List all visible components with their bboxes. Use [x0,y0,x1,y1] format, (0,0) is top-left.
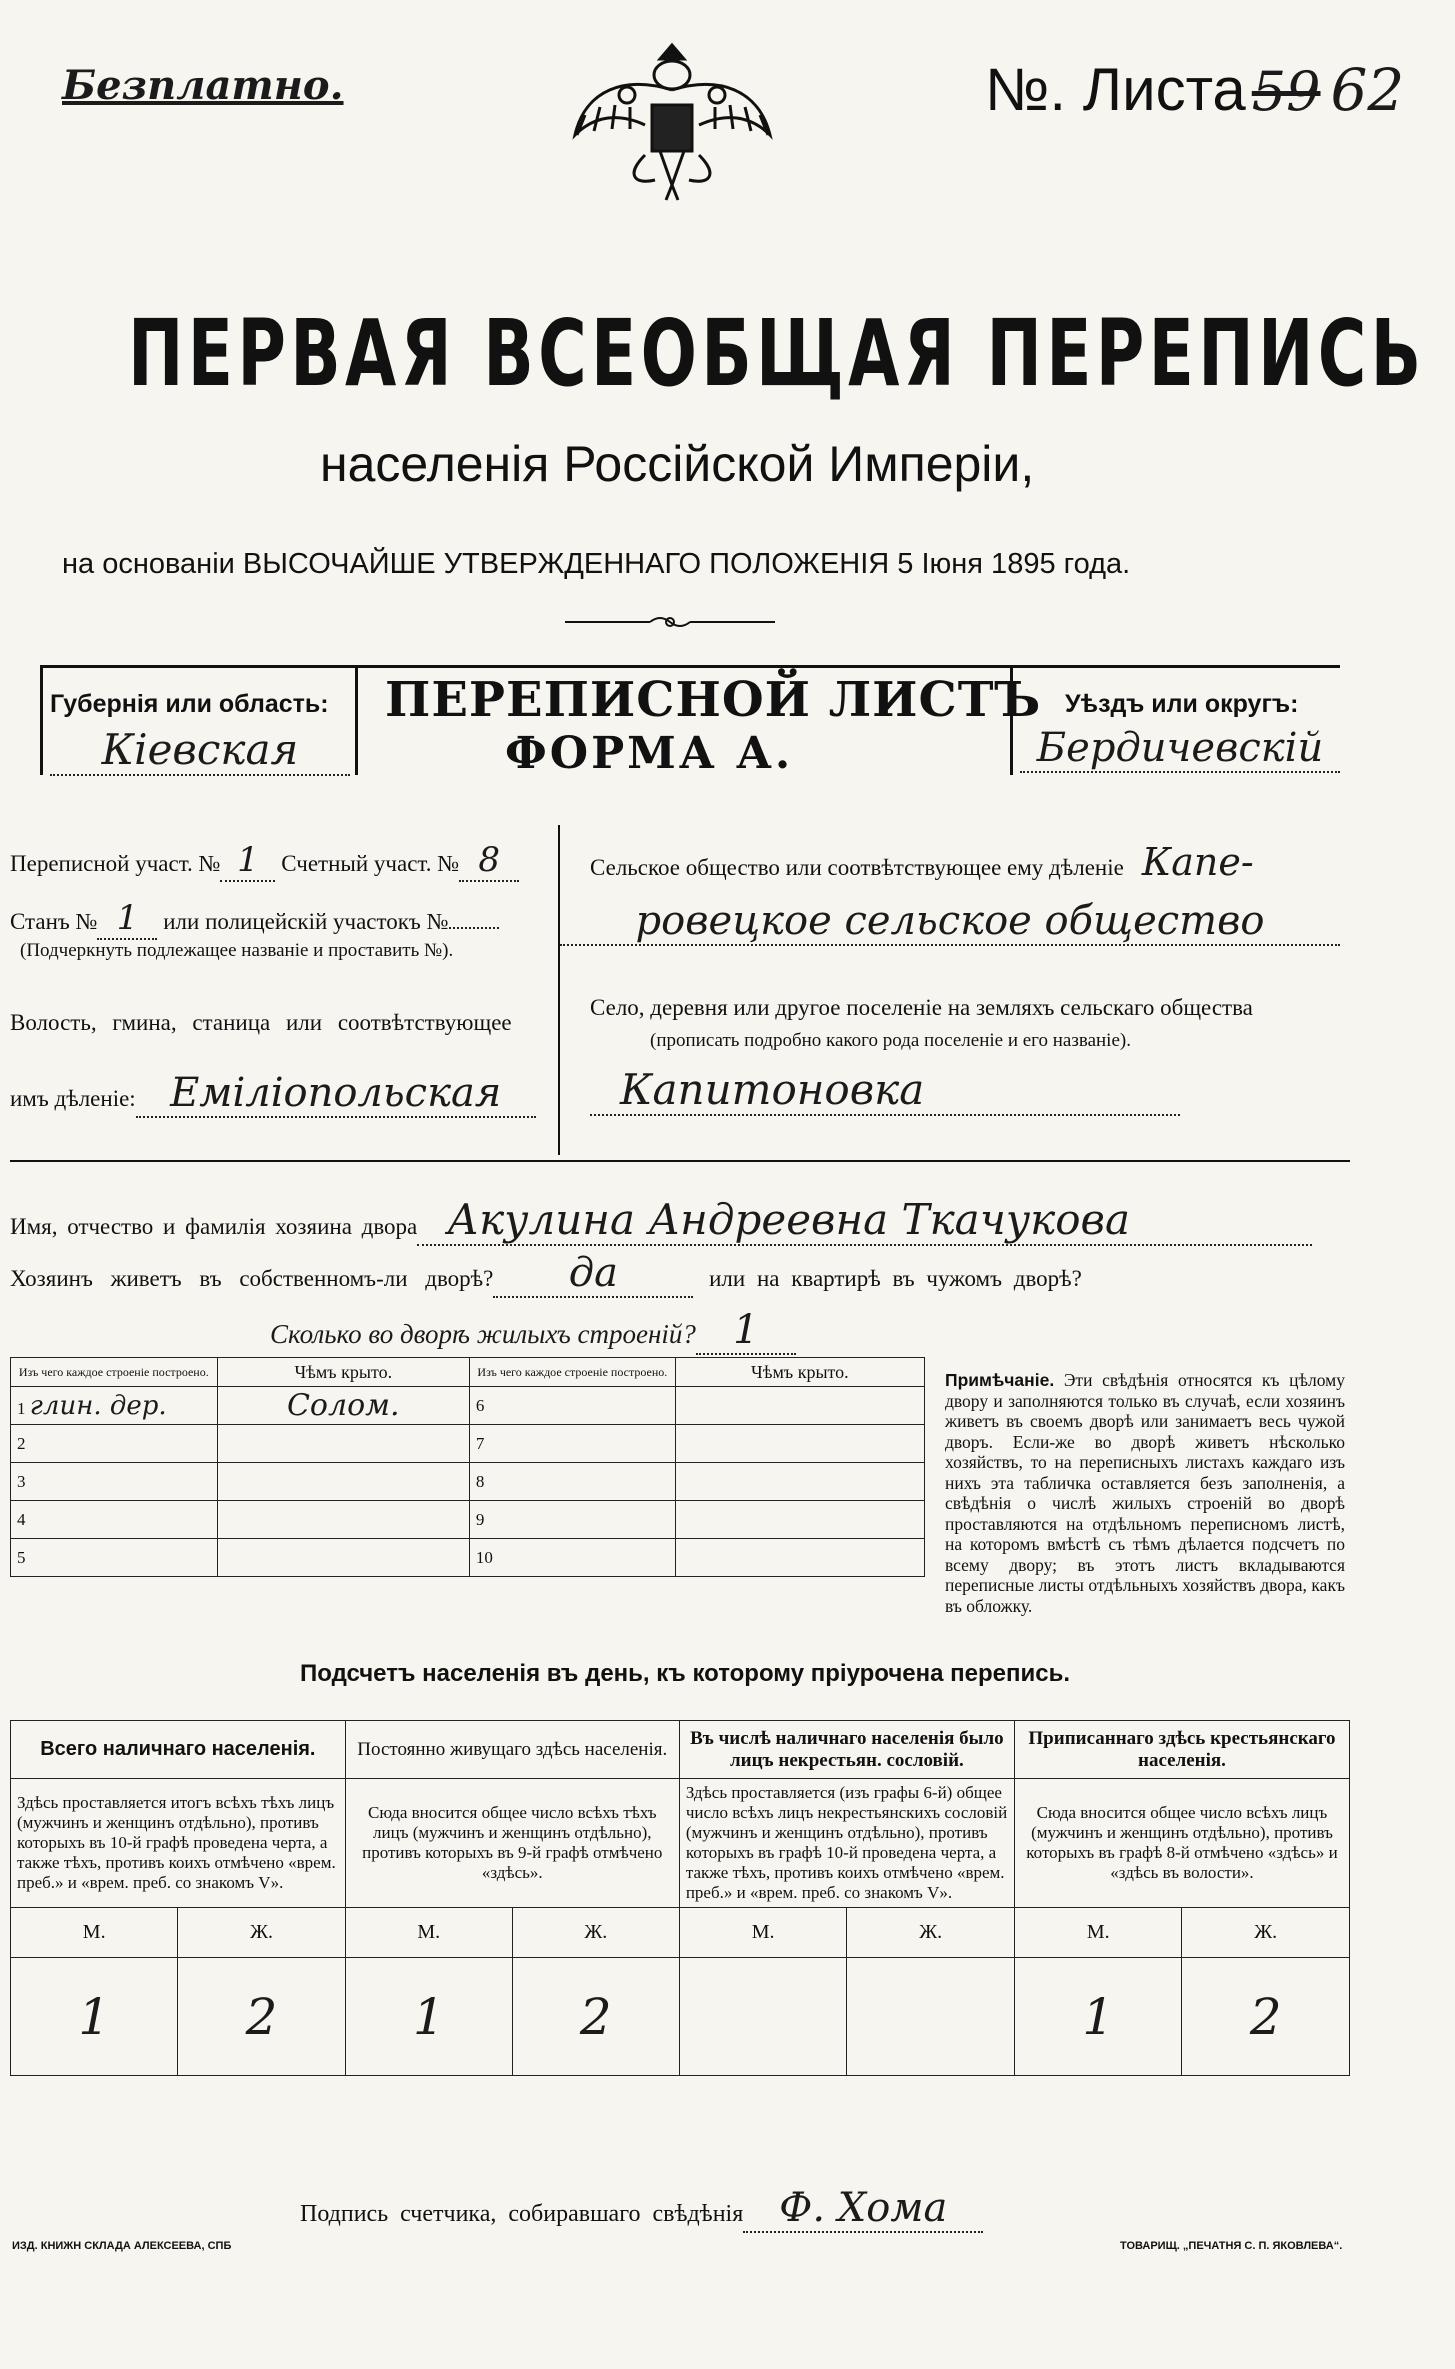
count-district-label: Счетный участ. № [281,851,460,876]
table-row [11,1425,925,1463]
sheet-number-struck: 59 [1251,60,1321,123]
volost-row [10,1070,536,1118]
group-desc-nonpeasant: Здѣсь проставляется (изъ графы 6-й) общее число всѣхъ лицъ некрестьянскихъ сословій (мужчинъ и женщинъ отдѣльно), противъ которыхъ въ графѣ 10-й проведена черта, а также тѣхъ, противъ коихъ отмѣчено «врем. преб.» и «врем. преб. со знакомъ V». [679,1779,1014,1908]
m-value-registered: 1 [1014,1958,1181,2076]
society-row [590,840,1254,884]
sheet-number [985,55,1404,125]
m-header: М. [345,1908,512,1958]
row-num: 3 [11,1463,218,1501]
volost-label2: имъ дѣленіе: [10,1086,136,1111]
f-header: Ж. [1182,1908,1350,1958]
row-num: 6 [469,1387,675,1425]
m-header: М. [11,1908,178,1958]
stan-value: 1 [97,898,157,940]
ornament-divider [560,612,780,632]
count-district-value: 8 [459,840,519,882]
buildings-table [10,1357,925,1577]
own-yard-row [10,1250,1082,1298]
village-note: (прописать подробно какого рода поселеніе и его названіе). [650,1030,1131,1051]
uezd-label: Уѣздъ или округъ: [1065,690,1299,718]
group-header-total: Всего наличнаго населенія. [11,1721,346,1779]
roof-cell: Солом. [217,1387,469,1425]
gubernia-value: Кіевская [50,725,350,776]
group-header-permanent: Постоянно живущаго здѣсь населенія. [345,1721,679,1779]
material-cell: глин. дер. [29,1390,167,1421]
stan-label: Станъ № [10,909,98,934]
own-yard-label: Хозяинъ живетъ въ собственномъ-ли дворѣ? [10,1266,494,1291]
note-block [945,1370,1345,1616]
row-num: 4 [11,1501,218,1539]
owner-name-row [10,1195,1312,1246]
sheet-number-label: №. Листа [985,56,1246,123]
row-num: 5 [11,1539,218,1577]
population-title: Подсчетъ населенія въ день, къ которому пріурочена перепись. [300,1660,1070,1687]
village-value: Капитоновка [590,1065,1180,1116]
col-roof-right: Чѣмъ крыто. [675,1358,924,1387]
col-roof-left: Чѣмъ крыто. [217,1358,469,1387]
double-headed-eagle-icon [565,35,780,205]
free-label: Безплатно. [62,62,344,109]
m-value-nonpeasant [679,1958,847,2076]
police-label: или полицейскій участокъ № [163,909,449,934]
society-label: Сельское общество или соотвѣтствующее ему дѣленіе [590,855,1124,880]
buildings-row [270,1307,796,1355]
buildings-label: Сколько во дворѣ жилыхъ строеній? [270,1319,696,1349]
m-value-total: 1 [11,1958,178,2076]
volost-value: Еміліопольская [136,1070,536,1118]
printer-right: ТОВАРИЩ. „ПЕЧАТНЯ С. П. ЯКОВЛЕВА“. [1120,2240,1343,2252]
f-value-total: 2 [178,1958,345,2076]
note-title: Примѣчаніе. [945,1370,1055,1390]
m-header: М. [679,1908,847,1958]
row-num: 10 [469,1539,675,1577]
stan-note: (Подчеркнуть подлежащее названіе и проставить №). [20,940,454,961]
row-num: 1 [17,1398,26,1418]
col-material-right: Изъ чего каждое строеніе построено. [469,1358,675,1387]
owner-name-value: Акулина Андреевна Ткачукова [417,1195,1312,1246]
row-num: 9 [469,1501,675,1539]
signature-label: Подпись счетчика, собиравшаго свѣдѣнія [300,2201,744,2227]
f-value-nonpeasant [847,1958,1015,2076]
sheet-form: ФОРМА А. [505,728,794,779]
group-desc-registered: Сюда вносится общее число всѣхъ лицъ (мужчинъ и женщинъ отдѣльно), противъ которыхъ въ графѣ 8-й отмѣчено «здѣсь» и «здѣсь въ волости». [1014,1779,1349,1908]
printer-left: ИЗД. КНИЖН СКЛАДА АЛЕКСЕЕВА, СПБ [12,2240,232,2252]
group-header-registered: Приписаннаго здѣсь крестьянскаго населенія. [1014,1721,1349,1779]
sheet-title: ПЕРЕПИСНОЙ ЛИСТЪ [385,672,1042,728]
f-header: Ж. [512,1908,679,1958]
row-num: 7 [469,1425,675,1463]
sheet-number-value: 62 [1330,56,1405,124]
or-label: или на квартирѣ въ чужомъ дворѣ? [709,1266,1082,1291]
note-text: Эти свѣдѣнія относятся къ цѣлому двору и заполняются только въ случаѣ, если хозяинъ живетъ въ своемъ дворѣ или занимаетъ весь чужой дворъ. Если-же во дворѣ живетъ нѣсколько хозяйствъ, то на переписныхъ листахъ каждаго изъ нихъ эта табличка оставляется безъ заполненія, а свѣдѣнія о числѣ жилыхъ строеній во дворѣ проставляются на отдѣльномъ переписномъ листѣ, на которомъ вмѣстѣ съ тѣмъ дѣлается подсчетъ по всему двору; въ этотъ листъ вкладываются переписные листы отдѣльныхъ хозяйствъ двора, какъ въ обложку. [945,1370,1345,1616]
census-district-row [10,840,519,882]
row-num: 8 [469,1463,675,1501]
population-table [10,1720,1350,2076]
signature-value: Ф. Хома [743,2185,983,2233]
m-value-permanent: 1 [345,1958,512,2076]
stan-row [10,898,499,940]
group-desc-total: Здѣсь проставляется итогъ всѣхъ тѣхъ лицъ (мужчинъ и женщинъ отдѣльно), противъ которыхъ въ 10-й графѣ проведена черта, а также тѣхъ, противъ коихъ отмѣчено «врем. преб.» и «врем. преб. со знакомъ V». [11,1779,346,1908]
document-title: ПЕРВАЯ ВСЕОБЩАЯ ПЕРЕПИСЬ [128,300,1426,407]
society-value-1: Капе- [1141,840,1254,884]
m-header: М. [1014,1908,1181,1958]
gubernia-label: Губернія или область: [50,690,329,718]
owner-name-label: Имя, отчество и фамилія хозяина двора [10,1214,418,1239]
group-header-nonpeasant: Въ числѣ наличнаго населенія было лицъ некрестьян. сословій. [679,1721,1014,1779]
signature-row [300,2185,983,2233]
volost-label: Волость, гмина, станица или соотвѣтствующее [10,1010,512,1035]
table-row [11,1539,925,1577]
col-material-left: Изъ чего каждое строеніе построено. [11,1358,218,1387]
buildings-value: 1 [696,1307,796,1355]
group-desc-permanent: Сюда вносится общее число всѣхъ тѣхъ лицъ (мужчинъ и женщинъ отдѣльно), противъ которыхъ въ 9-й графѣ отмѣчено «здѣсь». [345,1779,679,1908]
f-header: Ж. [178,1908,345,1958]
village-label: Село, деревня или другое поселеніе на земляхъ сельскаго общества [590,995,1253,1020]
f-value-permanent: 2 [512,1958,679,2076]
document-subtitle: населенія Россійской Имперіи, [320,436,1035,492]
row-num: 2 [11,1425,218,1463]
table-row [11,1501,925,1539]
table-row [11,1463,925,1501]
table-row [11,1387,925,1425]
basis-text: на основаніи ВЫСОЧАЙШЕ УТВЕРЖДЕННАГО ПОЛОЖЕНІЯ 5 Іюня 1895 года. [62,548,1131,580]
society-value-2: ровецкое сельское общество [560,898,1340,946]
f-header: Ж. [847,1908,1015,1958]
census-district-label: Переписной участ. № [10,851,221,876]
uezd-value: Бердичевскій [1020,725,1340,773]
census-district-value: 1 [220,840,275,882]
own-yard-value: да [493,1250,693,1298]
f-value-registered: 2 [1182,1958,1350,2076]
